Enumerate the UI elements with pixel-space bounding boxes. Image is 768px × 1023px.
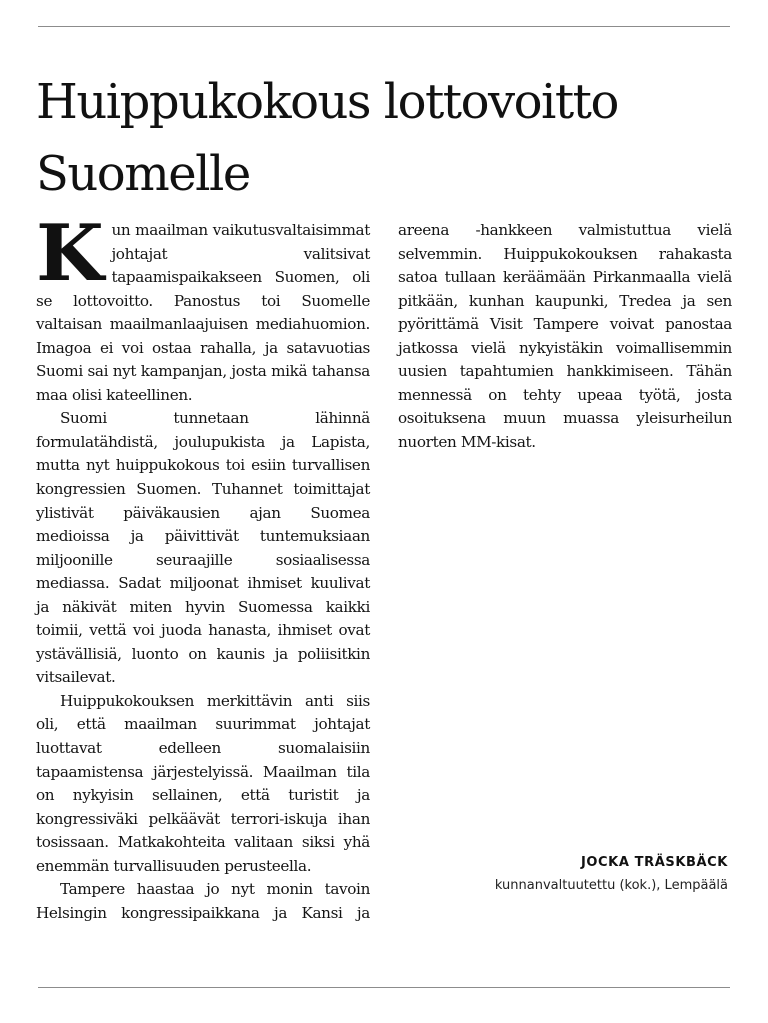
author-signature <box>398 852 728 898</box>
drop-cap: K <box>36 208 104 299</box>
author-role: kunnanvaltuutettu (kok.), Lempäälä <box>494 878 728 893</box>
author-name: JOCKA TRÄSKBÄCK <box>580 855 728 870</box>
bottom-divider <box>38 987 730 988</box>
paragraph-1-text: un maailman vaikutusvaltaisimmat johtajat valitsivat tapaamispaikakseen Suomen, oli se lottovoitto. Panostus toi Suomelle valtaisan maailmanlaajuisen mediahuomion. Imagoa ei voi ostaa rahalla, ja satavuotias Suomi sai nyt kampanjan, josta mikä tahansa maa olisi kateellinen. <box>36 221 370 404</box>
top-divider <box>38 26 730 27</box>
article-headline: Huippukokous lottovoitto Suomelle <box>36 74 618 202</box>
article-paragraph-2: Suomi tunnetaan lähinnä formulatähdistä, joulupukista ja Lapista, mutta nyt huippukokous toi esiin turvallisen kongressien Suomen. Tuhannet toimittajat ylistivät päiväkausien ajan Suomea medioissa ja päivittivät tuntemuksiaan miljoonille seuraajille sosiaalisessa mediassa. Sadat miljoonat ihmiset kuulivat ja näkivät miten hyvin Suomessa kaikki toimii, vettä voi juoda hanasta, ihmiset ovat ystävällisiä, luonto on kaunis ja poliisitkin vitsailevat. <box>36 409 370 687</box>
article-body <box>36 208 732 939</box>
article-paragraph-1 <box>36 208 370 407</box>
article-paragraph-3: Huippukokouksen merkittävin anti siis oli, että maailman suurimmat johtajat luottavat edelleen suomalaisiin tapaamistensa järjestelyissä. Maailman tila on nykyisin sellainen, että turistit ja kongressiväki pelkäävät terrori-iskuja ihan tosissaan. Matkakohteita valitaan siksi yhä enemmän turvallisuuden perusteella. <box>36 691 370 875</box>
article-paragraph-4: Tampere haastaa jo nyt monin tavoin Helsingin kongressipaikkana ja Kansi ja areena -hankkeen valmistuttua vielä selvemmin. Huippukokouksen rahakasta satoa tullaan keräämään Pirkanmaalla vielä pitkään, kunhan kaupunki, Tredea ja sen pyörittämä Visit Tampere voivat panostaa jatkossa vielä nykyistäkin voimallisemmin uusien tapahtumien hankkimiseen. Tähän mennessä on tehty upeaa työtä, josta osoituksena muun muassa yleisurheilun nuorten MM-kisat. <box>36 221 732 922</box>
